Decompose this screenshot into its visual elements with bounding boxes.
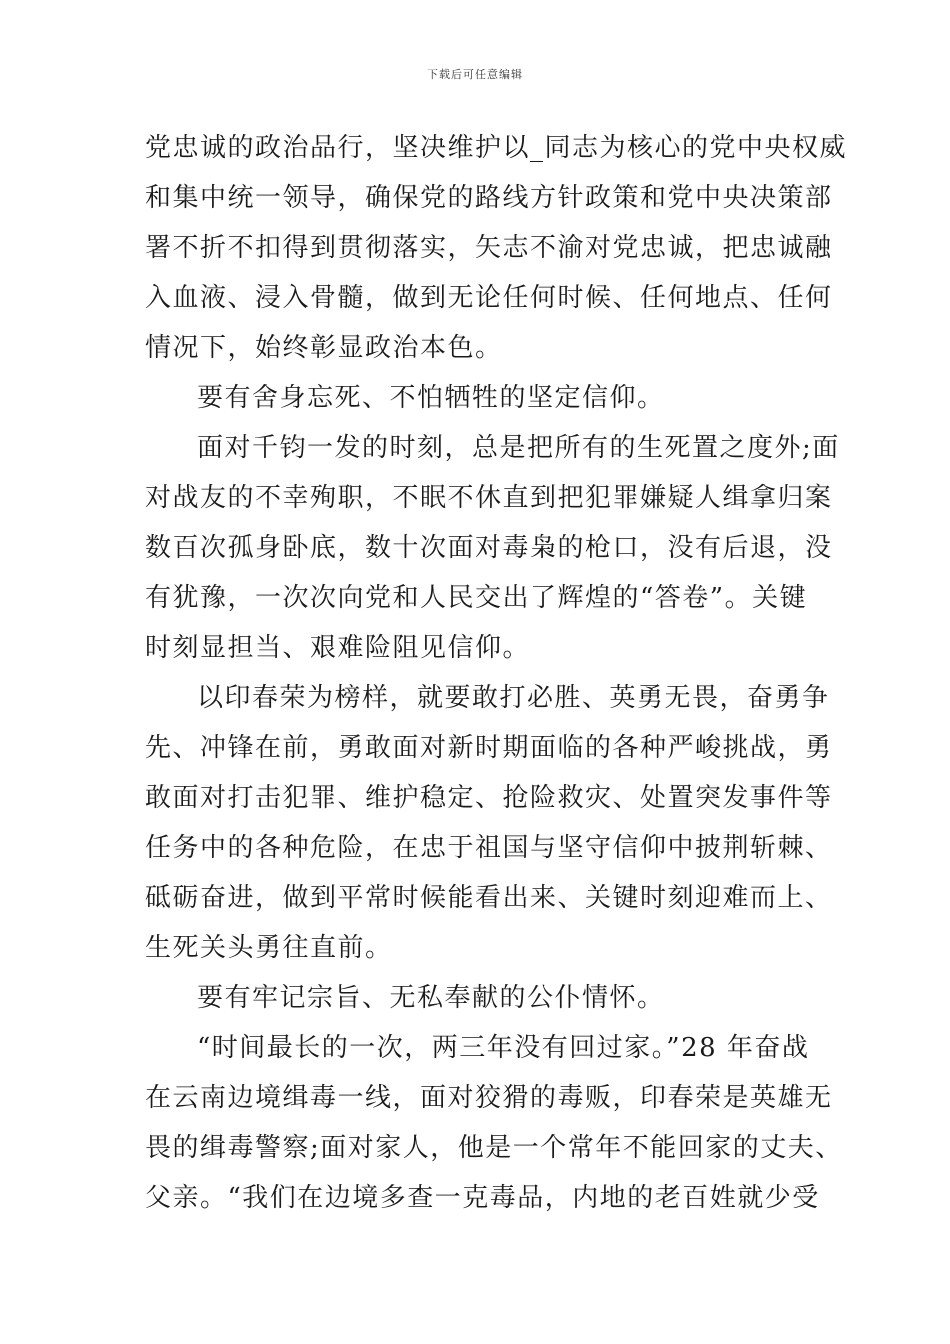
section-heading: 要有舍身忘死、不怕牺牲的坚定信仰。	[197, 383, 665, 413]
text-line: 时刻显担当、艰难险阻见信仰。	[145, 633, 531, 663]
text-line: 砥砺奋进，做到平常时候能看出来、关键时刻迎难而上、	[145, 883, 833, 913]
page-header: 下载后可任意编辑	[427, 68, 523, 81]
text-line: 对战友的不幸殉职，不眠不休直到把犯罪嫌疑人缉拿归案	[145, 483, 833, 513]
text-line: 面对千钧一发的时刻，总是把所有的生死置之度外;面	[197, 433, 840, 463]
text-line: 署不折不扣得到贯彻落实，矢志不渝对党忠诚，把忠诚融	[145, 233, 833, 263]
text-line: 和集中统一领导，确保党的路线方针政策和党中央决策部	[145, 183, 833, 213]
text-line: 父亲。“我们在边境多查一克毒品，内地的老百姓就少受	[145, 1183, 820, 1213]
text-line: 数百次孤身卧底，数十次面对毒枭的枪口，没有后退，没	[145, 533, 833, 563]
text-line: 情况下，始终彰显政治本色。	[145, 333, 503, 363]
text-line: 在云南边境缉毒一线，面对狡猾的毒贩，印春荣是英雄无	[145, 1083, 833, 1113]
section-heading: 要有牢记宗旨、无私奉献的公仆情怀。	[197, 983, 665, 1013]
text-line: 以印春荣为榜样，就要敢打必胜、英勇无畏，奋勇争	[197, 683, 830, 713]
text-line: 党忠诚的政治品行，坚决维护以_同志为核心的党中央权威	[145, 133, 848, 163]
text-line: “时间最长的一次，两三年没有回过家。”28 年奋战	[197, 1033, 810, 1063]
text-line: 敢面对打击犯罪、维护稳定、抢险救灾、处置突发事件等	[145, 783, 833, 813]
text-line: 任务中的各种危险，在忠于祖国与坚守信仰中披荆斩棘、	[145, 833, 833, 863]
text-line: 有犹豫，一次次向党和人民交出了辉煌的“答卷”。关键	[145, 583, 808, 613]
text-line: 生死关头勇往直前。	[145, 933, 393, 963]
text-line: 畏的缉毒警察;面对家人，他是一个常年不能回家的丈夫、	[145, 1133, 843, 1163]
document-body	[145, 123, 848, 1223]
text-line: 入血液、浸入骨髓，做到无论任何时候、任何地点、任何	[145, 283, 833, 313]
text-line: 先、冲锋在前，勇敢面对新时期面临的各种严峻挑战，勇	[145, 733, 833, 763]
